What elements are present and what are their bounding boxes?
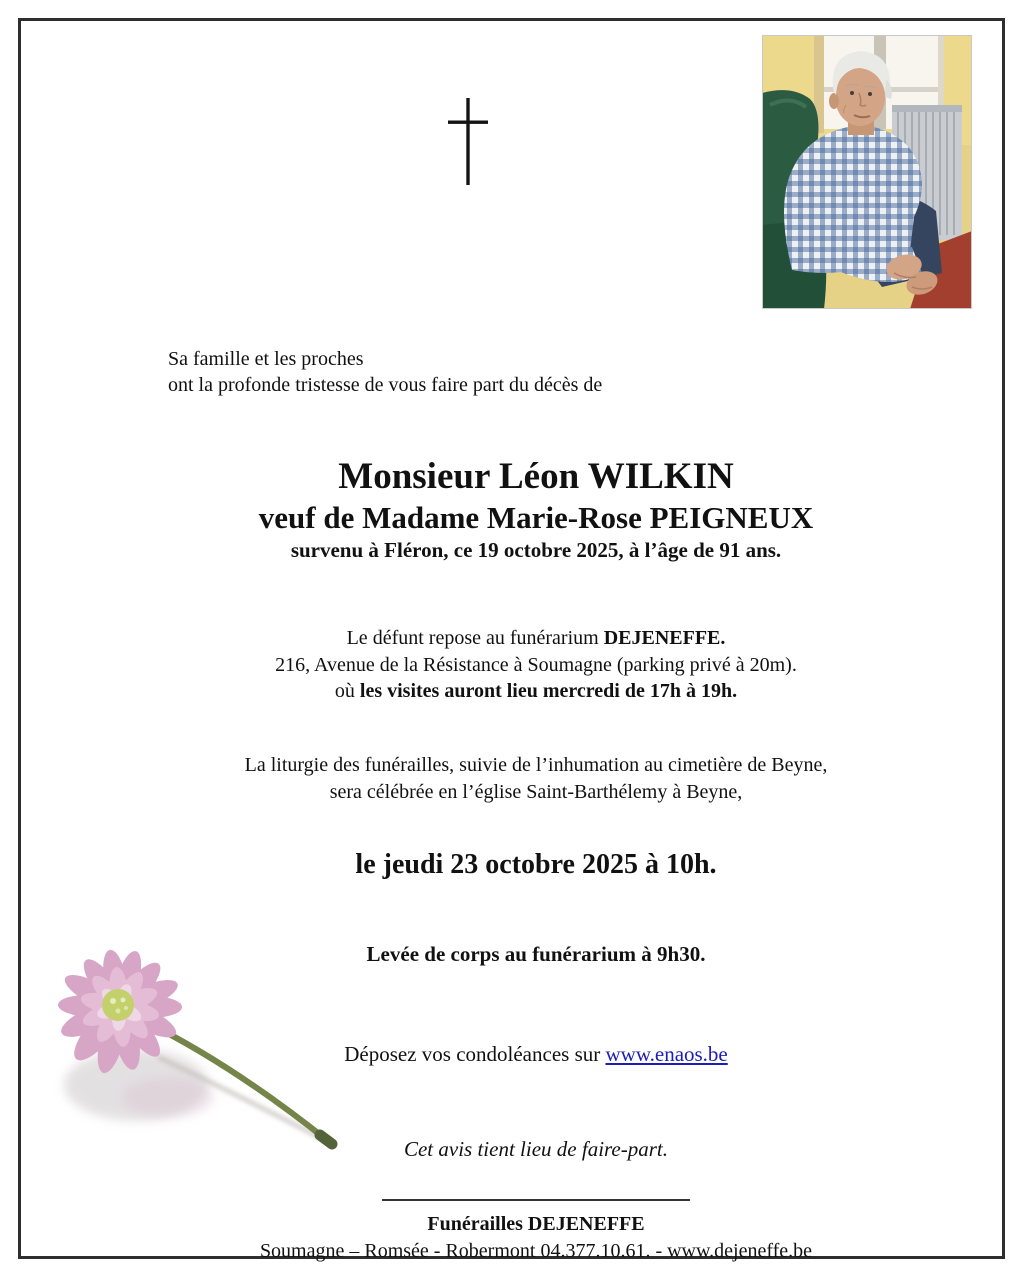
- funeral-home-name: DEJENEFFE.: [603, 627, 726, 649]
- separator-line: [382, 1199, 690, 1201]
- flower-image: [18, 925, 353, 1175]
- enaos-link[interactable]: www.enaos.be: [605, 1042, 728, 1066]
- liturgy-line1: La liturgie des funérailles, suivie de l’inhumation au cimetière de Beyne,: [244, 754, 828, 776]
- intro-line1: Sa famille et les proches: [168, 348, 364, 370]
- footer-contact: Soumagne – Romsée - Robermont 04.377.10.61. - www.dejeneffe.be: [259, 1240, 813, 1262]
- liturgy-line2: sera célébrée en l’église Saint-Barthélemy à Beyne,: [329, 781, 743, 803]
- liturgy-block: [56, 752, 1016, 806]
- repose-block: [56, 625, 1016, 705]
- intro-line2: ont la profonde tristesse de vous faire part du décès de: [168, 374, 603, 396]
- repose-visits-prefix: où: [334, 680, 360, 702]
- portrait-photo: [762, 35, 972, 309]
- cross-icon: [446, 96, 490, 188]
- repose-visits-detail: les visites auront lieu mercredi de 17h à 19h.: [359, 680, 738, 702]
- ceremony-date-line: le jeudi 23 octobre 2025 à 10h.: [355, 849, 717, 880]
- repose-visits: [56, 678, 1016, 705]
- repose-address: 216, Avenue de la Résistance à Soumagne (parking privé à 20m).: [275, 653, 797, 676]
- death-info-line: survenu à Fléron, ce 19 octobre 2025, à l’âge de 91 ans.: [290, 538, 782, 562]
- notice-line: Cet avis tient lieu de faire-part.: [403, 1137, 668, 1161]
- deceased-relation: veuf de Madame Marie-Rose PEIGNEUX: [258, 500, 814, 535]
- repose-line1-text: Le défunt repose au funérarium: [346, 627, 604, 649]
- deceased-name: Monsieur Léon WILKIN: [338, 456, 734, 497]
- levee-line: Levée de corps au funérarium à 9h30.: [366, 942, 706, 966]
- condolences-text: Déposez vos condoléances sur: [344, 1042, 606, 1066]
- repose-line1: [56, 625, 1016, 652]
- funeral-company: Funérailles DEJENEFFE: [427, 1213, 645, 1235]
- intro-text: [168, 346, 602, 398]
